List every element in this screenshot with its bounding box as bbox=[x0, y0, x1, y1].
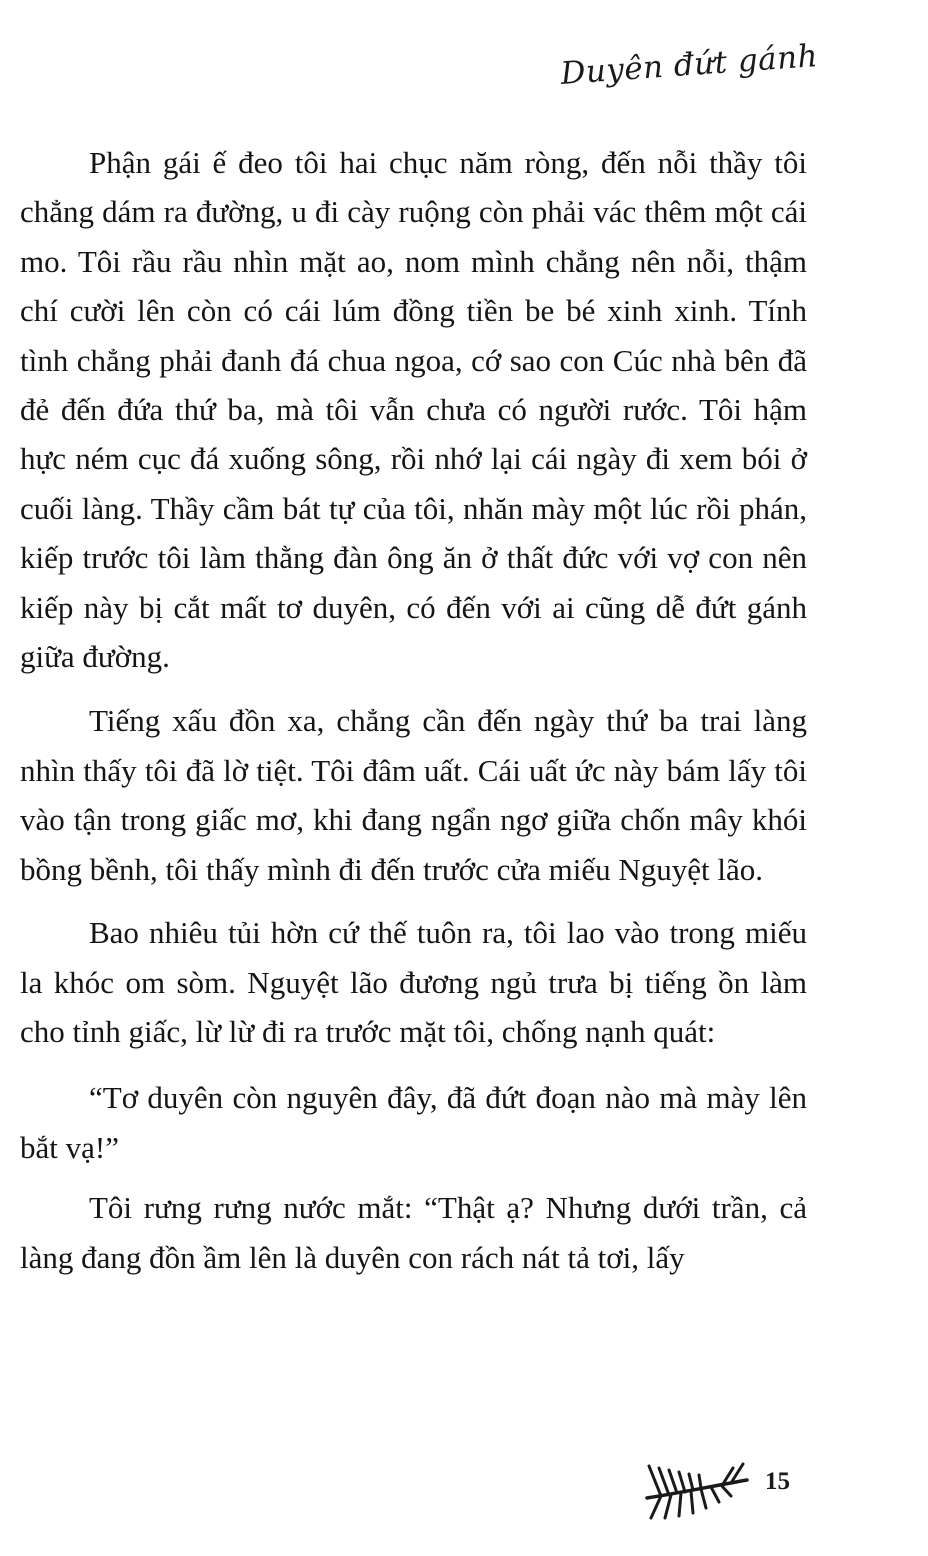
page-body bbox=[20, 138, 807, 1282]
paragraph-1: Phận gái ế đeo tôi hai chục năm ròng, đến nỗi thầy tôi chẳng dám ra đường, u đi cày ruộng còn phải vác thêm một cái mo. Tôi rầu rầu nhìn mặt ao, nom mình chẳng nên nỗi, thậm chí cười lên còn có cái lúm đồng tiền be bé xinh xinh. Tính tình chẳng phải đanh đá chua ngoa, cớ sao con Cúc nhà bên đã đẻ đến đứa thứ ba, mà tôi vẫn chưa có người rước. Tôi hậm hực ném cục đá xuống sông, rồi nhớ lại cái ngày đi xem bói ở cuối làng. Thầy cầm bát tự của tôi, nhăn mày một lúc rồi phán, kiếp trước tôi làm thằng đàn ông ăn ở thất đức với vợ con nên kiếp này bị cắt mất tơ duyên, có đến với ai cũng dễ đứt gánh giữa đường. bbox=[20, 145, 807, 675]
paragraph-4: “Tơ duyên còn nguyên đây, đã đứt đoạn nào mà mày lên bắt vạ!” bbox=[20, 1080, 807, 1165]
paragraph-5: Tôi rưng rưng nước mắt: “Thật ạ? Nhưng dưới trần, cả làng đang đồn ầm lên là duyên con rách nát tả tơi, lấy bbox=[20, 1190, 807, 1275]
paragraph-3: Bao nhiêu tủi hờn cứ thế tuôn ra, tôi lao vào trong miếu la khóc om sòm. Nguyệt lão đương ngủ trưa bị tiếng ồn làm cho tỉnh giấc, lừ lừ đi ra trước mặt tôi, chống nạnh quát: bbox=[20, 915, 807, 1049]
running-header-title: Duyên đứt gánh bbox=[559, 38, 820, 92]
paragraph-2: Tiếng xấu đồn xa, chẳng cần đến ngày thứ ba trai làng nhìn thấy tôi đã lờ tiệt. Tôi đâm uất. Cái uất ức này bám lấy tôi vào tận trong giấc mơ, khi đang ngẩn ngơ giữa chốn mây khói bồng bềnh, tôi thấy mình đi đến trước cửa miếu Nguyệt lão. bbox=[20, 703, 807, 887]
fern-leaf-icon bbox=[643, 1458, 753, 1522]
page-number: 15 bbox=[765, 1468, 790, 1495]
